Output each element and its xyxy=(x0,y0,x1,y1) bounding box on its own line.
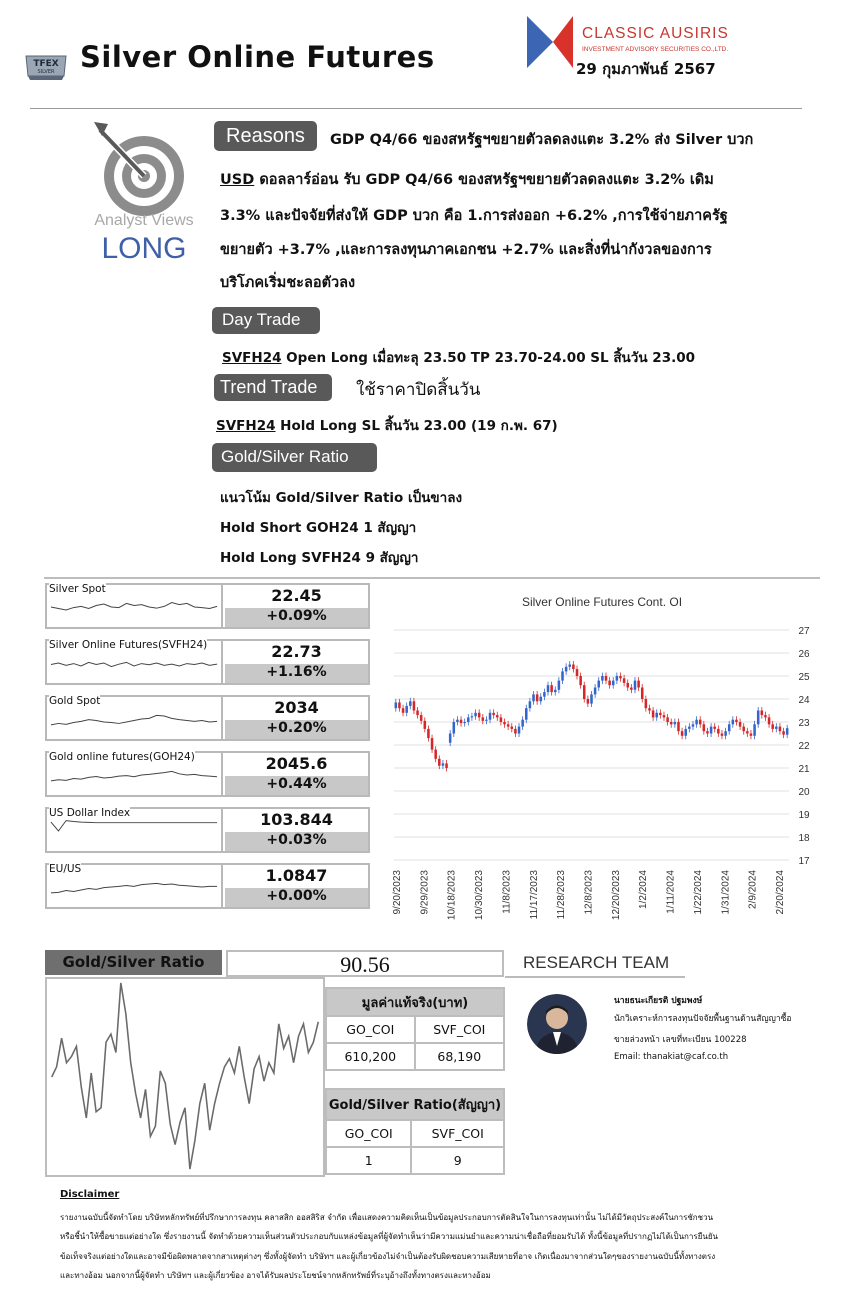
oi-y-tick-label: 26 xyxy=(798,649,810,660)
oi-candle-body xyxy=(500,717,503,722)
reasons-first-line: GDP Q4/66 ของสหรัฐฯขยายตัวลดลงแตะ 3.2% ส่ง Silver บวก xyxy=(330,132,754,148)
contract-table-col1: GO_COI xyxy=(326,1120,411,1147)
contract-table-val2: 9 xyxy=(411,1147,504,1174)
ratio-series-line xyxy=(52,983,319,1169)
value-table-col1: GO_COI xyxy=(326,1016,415,1043)
oi-candle-body xyxy=(630,688,633,690)
oi-candle-body xyxy=(561,671,564,680)
oi-candle-body xyxy=(721,734,724,736)
ratio-contract-table xyxy=(325,1088,505,1175)
oi-candle-body xyxy=(496,715,499,717)
sparkline-path xyxy=(51,603,217,610)
oi-candle-body xyxy=(405,706,408,713)
oi-candle-body xyxy=(583,685,586,699)
oi-y-tick-label: 22 xyxy=(798,741,810,752)
oi-x-tick-label: 1/11/2024 xyxy=(665,870,677,914)
oi-candle-body xyxy=(605,676,608,681)
oi-y-ticks xyxy=(798,626,810,867)
oi-candle-body xyxy=(786,728,789,734)
market-change: +0.44% xyxy=(225,776,368,795)
oi-candle-body xyxy=(641,688,644,700)
oi-candle-body xyxy=(601,676,604,681)
oi-candle-body xyxy=(612,681,615,686)
oi-x-tick-label: 10/30/2023 xyxy=(474,870,486,921)
oi-candle-body xyxy=(608,681,611,686)
value-table-val1: 610,200 xyxy=(326,1043,415,1070)
oi-candle-body xyxy=(753,724,756,736)
market-price: 22.45 xyxy=(271,586,322,605)
oi-candle-body xyxy=(695,720,698,725)
day-trade-heading: Day Trade xyxy=(212,307,320,334)
oi-candle-body xyxy=(413,701,416,710)
oi-candle-body xyxy=(529,701,532,708)
gold-silver-line-3: Hold Long SVFH24 9 สัญญา xyxy=(220,550,419,566)
oi-candle-body xyxy=(674,722,677,724)
tfex-logo-text: TFEX xyxy=(33,59,59,69)
reasons-line-2: 3.3% และปัจจัยที่ส่งให้ GDP บวก คือ 1.การส่งออก +6.2% ,การใช้จ่ายภาครัฐ xyxy=(220,208,728,224)
oi-candle-body xyxy=(739,722,742,727)
oi-candle-body xyxy=(692,724,695,726)
oi-chart-title: Silver Online Futures Cont. OI xyxy=(521,595,683,609)
oi-candle-body xyxy=(746,731,749,733)
value-table-col2: SVF_COI xyxy=(415,1016,504,1043)
market-label: Silver Spot xyxy=(49,583,106,595)
oi-candles xyxy=(395,661,789,771)
page-title: Silver Online Futures xyxy=(80,40,435,74)
analyst-avatar xyxy=(527,994,587,1054)
oi-candle-body xyxy=(616,676,619,681)
oi-candle-body xyxy=(420,715,423,721)
oi-candle-body xyxy=(565,667,568,672)
oi-candle-body xyxy=(688,727,691,729)
oi-candle-body xyxy=(434,750,437,759)
oi-candle-body xyxy=(782,731,785,734)
reasons-line-4: บริโภคเริ่มชะลอตัวลง xyxy=(220,275,356,291)
oi-candle-body xyxy=(456,720,459,722)
oi-candle-body xyxy=(735,720,738,722)
oi-candle-body xyxy=(503,722,506,724)
ratio-heading: Gold/Silver Ratio xyxy=(45,950,222,975)
reasons-line-3: ขยายตัว +3.7% ,และการลงทุนภาคเอกชน +2.7% และสิ่งที่น่ากังวลของการ xyxy=(220,242,712,258)
oi-candle-body xyxy=(547,685,550,692)
gold-silver-line-2: Hold Short GOH24 1 สัญญา xyxy=(220,520,417,536)
oi-candle-body xyxy=(648,708,651,710)
market-price: 22.73 xyxy=(271,642,322,661)
analyst-stance: LONG xyxy=(101,232,187,265)
market-price: 103.844 xyxy=(260,810,333,829)
oi-candle-body xyxy=(467,717,470,722)
value-table-title: มูลค่าแท้จริง(บาท) xyxy=(326,988,504,1016)
reasons-heading: Reasons xyxy=(214,121,317,151)
market-tile-silver-spot xyxy=(45,583,370,629)
oi-x-tick-label: 9/29/2023 xyxy=(419,870,431,915)
oi-y-tick-label: 21 xyxy=(798,764,810,775)
market-label: Silver Online Futures(SVFH24) xyxy=(49,639,208,651)
sparkline-path xyxy=(51,771,217,780)
research-team-divider xyxy=(505,976,685,978)
oi-candle-body xyxy=(699,720,702,725)
oi-candle-body xyxy=(655,713,658,718)
market-label: Gold online futures(GOH24) xyxy=(49,751,195,763)
market-change: +0.03% xyxy=(225,832,368,851)
oi-candle-body xyxy=(771,724,774,729)
research-team-title: RESEARCH TEAM xyxy=(523,953,670,972)
analyst-role: นักวิเคราะห์การลงทุนปัจจัยพื้นฐานด้านสัญญาซื้อ xyxy=(614,1014,792,1024)
report-date: 29 กุมภาพันธ์ 2567 xyxy=(576,60,716,78)
oi-x-tick-label: 11/8/2023 xyxy=(501,870,513,914)
oi-candle-body xyxy=(590,694,593,703)
day-trade-plan: Open Long เมื่อทะลุ 23.50 TP 23.70-24.00 SL สิ้นวัน 23.00 xyxy=(281,350,696,366)
analyst-views-label: Analyst Views xyxy=(94,212,194,229)
oi-candle-body xyxy=(521,720,524,727)
intrinsic-value-table xyxy=(325,987,505,1071)
oi-candle-body xyxy=(445,763,448,768)
oi-candle-body xyxy=(416,711,419,716)
oi-x-tick-label: 10/18/2023 xyxy=(446,870,458,921)
oi-candle-body xyxy=(525,708,528,720)
oi-candlestick-chart xyxy=(384,590,822,950)
oi-x-tick-label: 2/9/2024 xyxy=(747,870,759,909)
market-change: +0.09% xyxy=(225,608,368,627)
oi-x-tick-label: 11/17/2023 xyxy=(528,870,540,920)
oi-candle-body xyxy=(395,702,398,708)
market-change: +0.00% xyxy=(225,888,368,907)
oi-candle-body xyxy=(514,729,517,734)
oi-y-tick-label: 25 xyxy=(798,672,810,683)
oi-candle-body xyxy=(539,697,542,702)
oi-x-ticks xyxy=(392,870,786,920)
analyst-name: นายธนะเกียรติ ปฐมพงษ์ xyxy=(614,996,703,1006)
oi-candle-body xyxy=(550,685,553,692)
target-dart-icon xyxy=(92,118,200,218)
oi-candle-body xyxy=(597,681,600,688)
brand-logo-mark xyxy=(527,16,573,68)
reasons-usd: USD xyxy=(220,172,255,188)
oi-candle-body xyxy=(492,713,495,715)
sparkline-path xyxy=(51,662,217,666)
oi-candle-body xyxy=(659,713,662,715)
oi-candle-body xyxy=(398,702,401,708)
oi-candle-body xyxy=(670,722,673,724)
oi-candle-body xyxy=(750,734,753,736)
oi-candle-body xyxy=(409,701,412,706)
oi-candle-body xyxy=(558,681,561,690)
value-table-val2: 68,190 xyxy=(415,1043,504,1070)
contract-table-title: Gold/Silver Ratio(สัญญา) xyxy=(326,1089,504,1120)
market-change: +1.16% xyxy=(225,664,368,683)
oi-candle-body xyxy=(779,727,782,732)
oi-candle-body xyxy=(761,711,764,716)
oi-candle-body xyxy=(775,727,778,729)
disclaimer-line-1: รายงานฉบับนี้จัดทำโดย บริษัทหลักทรัพย์ที่ปรึกษาการลงทุน คลาสสิก ออสสิริส จำกัด เพื่อแสดงความคิดเห็นเป็นข้อมูลประกอบการตัดสินใจในการลงทุนเท่านั้น ไม่ได้มีวัตถุประสงค์ในการชักชวน xyxy=(60,1213,714,1222)
day-trade-symbol: SVFH24 xyxy=(222,350,282,366)
oi-candle-body xyxy=(684,729,687,736)
disclaimer-line-4: และทางอ้อม นอกจากนี้ผู้จัดทำ บริษัทฯ และผู้เกี่ยวข้อง อาจได้รับผลประโยชน์จากหลักทรัพย์ที่ระบุอ้างถึงทั้งทางตรงและทางอ้อม xyxy=(60,1271,491,1280)
oi-candle-body xyxy=(478,713,481,718)
oi-candle-body xyxy=(453,722,456,734)
oi-candle-body xyxy=(460,720,463,723)
oi-candle-body xyxy=(438,759,441,766)
trend-trade-symbol: SVFH24 xyxy=(216,418,276,434)
oi-candle-body xyxy=(652,711,655,718)
oi-candle-body xyxy=(536,694,539,701)
contract-table-col2: SVF_COI xyxy=(411,1120,504,1147)
oi-x-tick-label: 1/22/2024 xyxy=(692,870,704,915)
oi-candle-body xyxy=(663,715,666,717)
market-label: Gold Spot xyxy=(49,695,101,707)
oi-x-tick-label: 12/8/2023 xyxy=(583,870,595,915)
market-tile-gold-spot xyxy=(45,695,370,741)
market-tile-gold-futures xyxy=(45,751,370,797)
ratio-value: 90.56 xyxy=(226,950,504,977)
section-divider xyxy=(44,577,820,579)
oi-candle-body xyxy=(637,681,640,688)
brand-subtitle: INVESTMENT ADVISORY SECURITIES CO.,LTD. xyxy=(582,46,729,53)
oi-candle-body xyxy=(402,708,405,713)
brand-name: CLASSIC AUSIRIS xyxy=(582,25,729,42)
oi-candle-body xyxy=(489,713,492,720)
oi-candle-body xyxy=(518,727,521,734)
trend-trade-plan: Hold Long SL สิ้นวัน 23.00 (19 ก.พ. 67) xyxy=(275,418,558,434)
market-label: US Dollar Index xyxy=(49,807,131,819)
header-divider xyxy=(30,108,802,109)
sparkline-path xyxy=(51,715,217,724)
oi-candle-body xyxy=(543,692,546,697)
oi-x-tick-label: 2/20/2024 xyxy=(775,870,786,915)
oi-candle-body xyxy=(764,715,767,717)
oi-x-tick-label: 9/20/2023 xyxy=(392,870,403,915)
trend-trade-text xyxy=(216,414,558,436)
oi-candle-body xyxy=(424,721,427,729)
oi-candle-body xyxy=(587,699,590,704)
contract-table-val1: 1 xyxy=(326,1147,411,1174)
oi-candle-body xyxy=(554,690,557,692)
oi-candle-body xyxy=(710,727,713,734)
market-tile-eu-us xyxy=(45,863,370,909)
disclaimer-line-2: หรือชี้นำให้ซื้อขายแต่อย่างใด ซึ่งรายงานนี้ จัดทำด้วยความเห็นส่วนตัวประกอบกับแหล่งข้อมูลที่ผู้จัดทำเห็นว่ามีความแม่นยำและความน่าเชื่อถือที่ยอมรับได้ ทั้งนี้ข้อมูลที่ปรากฏไม่ได้เป็นการยืนยัน xyxy=(60,1232,718,1241)
oi-candle-body xyxy=(768,717,771,724)
reasons-line-1 xyxy=(220,168,714,191)
oi-candle-body xyxy=(579,676,582,685)
oi-y-tick-label: 20 xyxy=(798,787,810,798)
oi-candle-body xyxy=(742,727,745,732)
sparkline-path xyxy=(51,883,217,892)
oi-candle-body xyxy=(626,683,629,688)
oi-candle-body xyxy=(757,711,760,725)
oi-candle-body xyxy=(724,731,727,736)
oi-candle-body xyxy=(713,727,716,729)
market-price: 1.0847 xyxy=(265,866,328,885)
tfex-logo xyxy=(22,52,70,82)
oi-candle-body xyxy=(623,678,626,683)
disclaimer-line-3: ข้อเท็จจริงแต่อย่างใดและอาจมีข้อผิดพลาดจากสาเหตุต่างๆ ซึ่งทั้งผู้จัดทำ บริษัทฯ และผู้เกี่ยวข้องไม่จำเป็นต้องรับผิดชอบความเสียหายที่อาจ เกิดเนื่องมาจากส่วนใดๆของรายงานฉบับนี้ทั้งทางตรง xyxy=(60,1252,716,1261)
oi-candle-body xyxy=(728,724,731,731)
oi-x-tick-label: 11/28/2023 xyxy=(556,870,568,920)
analyst-email: Email: thanakiat@caf.co.th xyxy=(614,1052,729,1062)
oi-candle-body xyxy=(717,729,720,734)
oi-candle-body xyxy=(677,722,680,731)
oi-candle-body xyxy=(634,681,637,690)
oi-candle-body xyxy=(572,665,575,670)
disclaimer-title: Disclaimer xyxy=(60,1189,120,1200)
oi-y-tick-label: 18 xyxy=(798,833,810,844)
market-label: EU/US xyxy=(49,863,82,875)
ratio-line-chart xyxy=(45,977,325,1177)
oi-candle-body xyxy=(594,688,597,695)
oi-candle-body xyxy=(442,763,445,765)
trend-trade-heading: Trend Trade xyxy=(214,374,332,401)
market-price: 2045.6 xyxy=(265,754,328,773)
oi-candle-body xyxy=(471,716,474,717)
oi-candle-body xyxy=(474,713,477,716)
oi-candle-body xyxy=(568,665,571,667)
oi-x-tick-label: 1/31/2024 xyxy=(720,870,732,915)
day-trade-text xyxy=(222,346,695,368)
analyst-license: ขายล่วงหน้า เลขที่ทะเบียน 100228 xyxy=(614,1035,747,1045)
oi-candle-body xyxy=(449,734,452,743)
oi-y-tick-label: 19 xyxy=(798,810,810,821)
oi-candle-body xyxy=(485,720,488,721)
market-tile-silver-futures xyxy=(45,639,370,685)
market-tile-us-dollar-index xyxy=(45,807,370,853)
oi-candle-body xyxy=(703,724,706,731)
oi-candle-body xyxy=(482,717,485,720)
oi-x-tick-label: 12/20/2023 xyxy=(610,870,622,921)
oi-candle-body xyxy=(532,694,535,701)
market-price: 2034 xyxy=(274,698,319,717)
oi-y-tick-label: 27 xyxy=(798,626,810,637)
oi-y-tick-label: 17 xyxy=(798,856,810,867)
oi-candle-body xyxy=(706,731,709,733)
trend-trade-note: ใช้ราคาปิดสิ้นวัน xyxy=(356,380,481,400)
tfex-logo-sub: SILVER xyxy=(37,69,55,75)
oi-candle-body xyxy=(645,699,648,708)
oi-candle-body xyxy=(431,738,434,750)
oi-candle-body xyxy=(507,724,510,726)
oi-candle-body xyxy=(511,727,514,729)
market-change: +0.20% xyxy=(225,720,368,739)
oi-candle-body xyxy=(666,717,669,722)
oi-candle-body xyxy=(463,722,466,723)
oi-candle-body xyxy=(576,669,579,676)
oi-y-tick-label: 24 xyxy=(798,695,810,706)
sparkline-path xyxy=(51,821,217,831)
oi-candle-body xyxy=(427,729,430,738)
gold-silver-line-1: แนวโน้ม Gold/Silver Ratio เป็นขาลง xyxy=(220,490,463,506)
oi-candle-body xyxy=(681,731,684,736)
oi-x-tick-label: 1/2/2024 xyxy=(638,870,650,909)
oi-y-tick-label: 23 xyxy=(798,718,810,729)
oi-candle-body xyxy=(732,720,735,725)
reasons-line-1-text: ดอลลาร์อ่อน รับ GDP Q4/66 ของสหรัฐฯขยายตัวลดลงแตะ 3.2% เดิม xyxy=(254,172,714,188)
gold-silver-heading: Gold/Silver Ratio xyxy=(212,443,377,472)
oi-candle-body xyxy=(619,676,622,678)
oi-gridlines xyxy=(394,630,789,860)
